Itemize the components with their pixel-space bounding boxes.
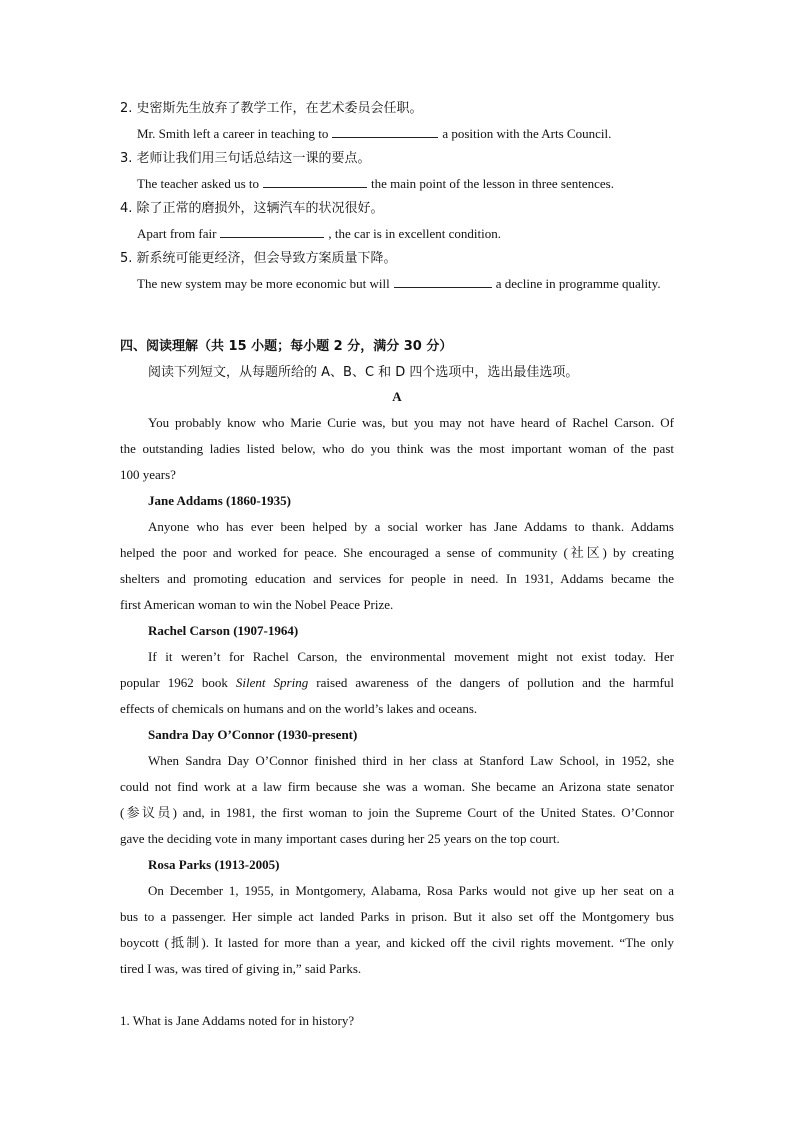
intro-line-1: You probably know who Marie Curie was, but you may not have heard of Rachel Carson. Of	[148, 415, 674, 430]
parks-line-3: boycott (抵制). It lasted for more than a year, and kicked off the civil rights movement. “The only	[120, 935, 674, 950]
passage-label: A	[392, 389, 402, 404]
addams-line-1: Anyone who has ever been helped by a social worker has Jane Addams to thank. Addams	[148, 519, 674, 534]
oconnor-heading: Sandra Day O’Connor (1930-present)	[148, 727, 358, 742]
section-instruction: 阅读下列短文，从每题所给的 A、B、C 和 D 四个选项中，选出最佳选项。	[148, 365, 579, 380]
intro-line-3: 100 years?	[120, 467, 176, 482]
carson-line-3: effects of chemicals on humans and on the world’s lakes and oceans.	[120, 701, 478, 716]
item-3-chinese: 3. 老师让我们用三句话总结这一课的要点。	[120, 151, 371, 166]
item-4-chinese: 4. 除了正常的磨损外，这辆汽车的状况很好。	[120, 201, 384, 216]
parks-line-4: tired I was, was tired of giving in,” said Parks.	[120, 961, 362, 976]
item-2-sentence: Mr. Smith left a career in teaching to a position with the Arts Council.	[137, 126, 612, 141]
addams-line-3: shelters and promoting education and services for people in need. In 1931, Addams became the	[120, 571, 674, 586]
item-5-sentence: The new system may be more economic but will a decline in programme quality.	[137, 276, 661, 291]
oconnor-line-2: could not find work at a law firm because she was a woman. She became an Arizona state senator	[120, 779, 674, 794]
intro-line-2: the outstanding ladies listed below, who do you think was the most important woman of the past	[120, 441, 674, 456]
addams-line-4: first American woman to win the Nobel Peace Prize.	[120, 597, 394, 612]
item-3-blank[interactable]	[263, 175, 367, 188]
item-5-blank[interactable]	[394, 275, 492, 288]
item-4-sentence: Apart from fair , the car is in excellent condition.	[137, 226, 501, 241]
carson-line-2: popular 1962 book Silent Spring raised awareness of the dangers of pollution and the harmful	[120, 675, 674, 690]
addams-heading: Jane Addams (1860-1935)	[148, 493, 292, 508]
book-title: Silent Spring	[235, 675, 309, 690]
item-5-chinese: 5. 新系统可能更经济，但会导致方案质量下降。	[120, 251, 397, 266]
question-1: 1. What is Jane Addams noted for in history?	[120, 1013, 355, 1028]
item-2-chinese: 2. 史密斯先生放弃了教学工作，在艺术委员会任职。	[120, 101, 423, 116]
oconnor-line-3: (参议员) and, in 1981, the first woman to join the Supreme Court of the United States. O’Connor	[120, 805, 674, 820]
addams-line-2: helped the poor and worked for peace. She encouraged a sense of community (社区) by creating	[120, 545, 674, 560]
parks-heading: Rosa Parks (1913-2005)	[148, 857, 280, 872]
carson-heading: Rachel Carson (1907-1964)	[148, 623, 299, 638]
section-heading: 四、阅读理解（共 15 小题；每小题 2 分，满分 30 分）	[120, 339, 453, 354]
oconnor-line-4: gave the deciding vote in many important cases during her 25 years on the top court.	[120, 831, 560, 846]
item-4-blank[interactable]	[220, 225, 324, 238]
carson-line-1: If it weren’t for Rachel Carson, the environmental movement might not exist today. Her	[148, 649, 674, 664]
parks-line-1: On December 1, 1955, in Montgomery, Alabama, Rosa Parks would not give up her seat on a	[148, 883, 674, 898]
oconnor-line-1: When Sandra Day O’Connor finished third in her class at Stanford Law School, in 1952, she	[148, 753, 674, 768]
item-2-blank[interactable]	[332, 125, 438, 138]
parks-line-2: bus to a passenger. Her simple act landed Parks in prison. But it also set off the Montgomery bus	[120, 909, 674, 924]
item-3-sentence: The teacher asked us to the main point of the lesson in three sentences.	[137, 176, 614, 191]
